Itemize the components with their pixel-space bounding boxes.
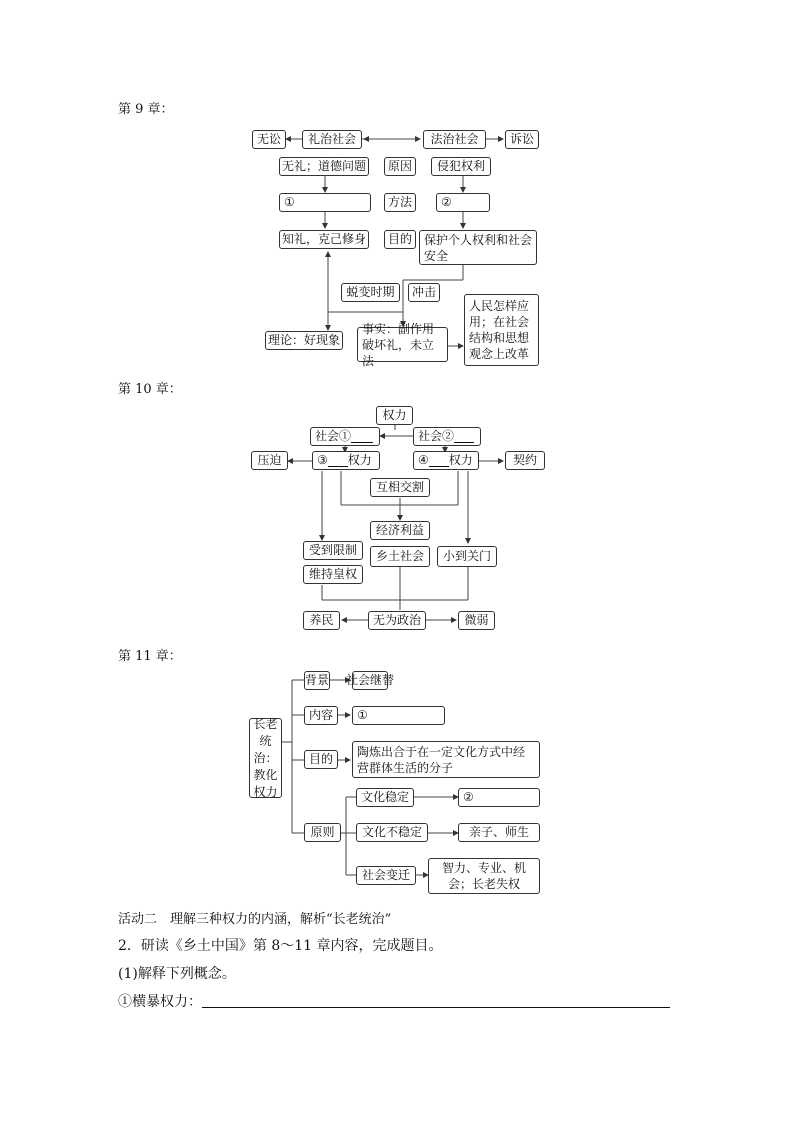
- box-wenhuabuwending: 文化不稳定: [356, 823, 428, 842]
- box-qinfan: 侵犯权利: [431, 157, 491, 176]
- box-fangfa: 方法: [384, 193, 416, 212]
- box-shehui-2: [413, 427, 481, 446]
- box-blank-1: ①: [279, 193, 371, 212]
- box-yuanze: 原则: [304, 823, 341, 842]
- box-zhili-shiquan: 智力、专业、机会；长老失权: [428, 858, 540, 894]
- box-xiaodao: 小到关门: [437, 546, 497, 567]
- question-2: 2．研读《乡土中国》第 8～11 章内容，完成题目。: [118, 938, 443, 954]
- question-2-1-a: [118, 991, 670, 1011]
- box-huxiang: 互相交割: [370, 478, 430, 497]
- blank-line: [454, 431, 474, 443]
- blank-line: [351, 431, 373, 443]
- box-wuwei: 无为政治: [368, 611, 426, 630]
- q4-suffix: 权力: [448, 453, 473, 467]
- chapter-11-heading: 第 11 章：: [118, 649, 182, 664]
- q3-num: ③: [317, 453, 328, 467]
- box-weichi: 维持皇权: [303, 565, 363, 584]
- box-yangmin: 养民: [303, 611, 340, 630]
- box-xiangtu: 乡土社会: [370, 546, 430, 567]
- blank-line: [328, 455, 348, 467]
- shehui-1-label: 社会①: [315, 429, 352, 443]
- box-shehuibianqian: 社会变迁: [356, 866, 416, 885]
- box-weiruo: 微弱: [458, 611, 495, 630]
- box-shoudao: 受到限制: [303, 541, 363, 560]
- box-wenhuawending: 文化稳定: [356, 788, 414, 807]
- box-jingji: 经济利益: [370, 521, 430, 540]
- question-2-1: (1)解释下列概念。: [118, 966, 236, 982]
- box-qinzi: 亲子、师生: [458, 823, 540, 842]
- chapter-9-heading: 第 9 章：: [118, 102, 174, 117]
- box-ch11-blank-1: ①: [352, 706, 445, 725]
- box-ch11-mudi: 目的: [304, 750, 338, 769]
- box-taolian: 陶炼出合于在一定文化方式中经营群体生活的分子: [352, 741, 540, 778]
- box-zhili: 知礼，克己修身: [279, 230, 369, 249]
- box-mudi: 目的: [384, 230, 416, 249]
- q4-num: ④: [418, 453, 429, 467]
- box-baohu: 保护个人权利和社会安全: [419, 230, 537, 265]
- box-wuli: 无礼；道德问题: [279, 157, 369, 176]
- box-shehui-1: [310, 427, 380, 446]
- box-blank-2: ②: [436, 193, 490, 212]
- box-yuanyin: 原因: [384, 157, 416, 176]
- box-lilun: 理论：好现象: [265, 331, 343, 350]
- box-q3: [312, 451, 380, 470]
- question-2-1-a-label: ①横暴权力：: [118, 994, 202, 1010]
- box-shehuijiti: 社会继替: [352, 671, 388, 690]
- answer-blank-line[interactable]: [202, 993, 670, 1008]
- box-neirong: 内容: [304, 706, 338, 725]
- blank-line: [429, 455, 449, 467]
- box-q4: [413, 451, 479, 470]
- box-zhanglao: 长老统治：教化权力: [249, 718, 282, 798]
- box-fazhi-shehui: 法治社会: [423, 130, 486, 149]
- box-quanli: 权力: [376, 406, 413, 425]
- activity-heading: 活动二 理解三种权力的内涵，解析“长老统治”: [118, 912, 392, 927]
- box-qiyue: 契约: [505, 451, 545, 470]
- box-chongji: 冲击: [408, 283, 440, 302]
- box-beijing: 背景: [304, 671, 330, 690]
- box-ch11-blank-2: ②: [458, 788, 540, 807]
- chapter-10-heading: 第 10 章：: [118, 382, 182, 397]
- q3-suffix: 权力: [347, 453, 372, 467]
- shehui-2-label: 社会②: [418, 429, 455, 443]
- box-tuibian: 蜕变时期: [341, 283, 400, 302]
- box-renmin: 人民怎样应用；在社会结构和思想观念上改革: [464, 294, 539, 366]
- box-lizhi-shehui: 礼治社会: [302, 130, 362, 149]
- box-yapo: 压迫: [251, 451, 288, 470]
- box-susong: 诉讼: [505, 130, 539, 149]
- box-wusong: 无讼: [252, 130, 286, 149]
- box-shishi: 事实：副作用破坏礼，未立法: [357, 327, 448, 362]
